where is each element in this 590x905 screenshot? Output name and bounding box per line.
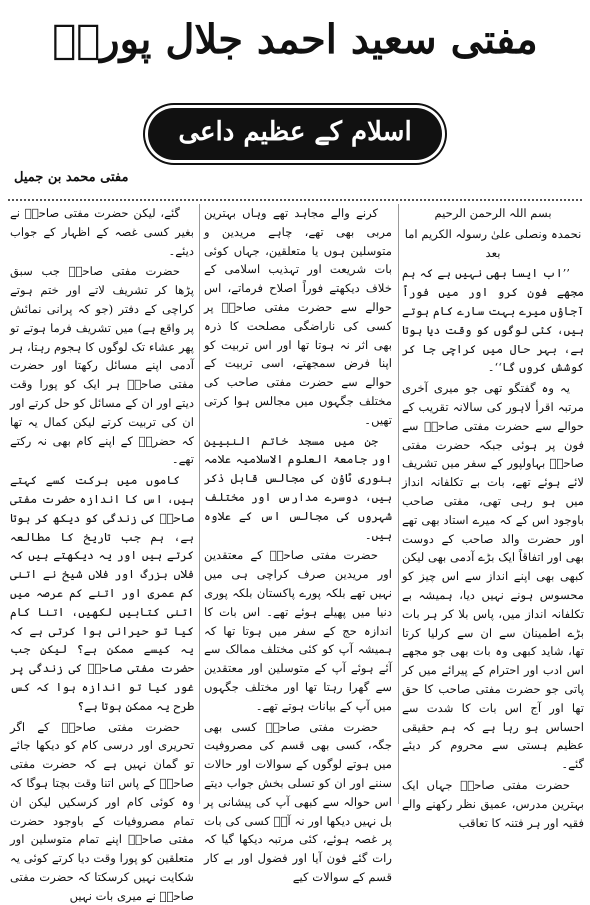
paragraph: یہ وہ گفتگو تھی جو میری آخری مرتبہ اقرأ لاہور کی سالانہ تقریب کے حوالے سے حضرت مفتی صاحبؒ سے فون پر ہوئی جبکہ حضرت مفتی صاحبؒ بہاولپور کے سفر میں تشریف لائے ہوئے تھے، بات بے تکلفانہ انداز میں ہو رہی تھی، مفتی صاحب باوجود اس کے کہ میرے استاد بھی تھے اور حضرت والد صاحب کے دوست بھی اور اتفاقاً ایک بڑے آدمی بھی لیکن کبھی بھی اپنے انداز سے اس چیز کو محسوس ہونے نہیں دیا، ہمیشہ بے تکلفانہ انداز میں، پاس بلا کر ہر بات بڑے اطمینان سے ان سے کرلیا کرتا تھا، شاید کبھی وہ بات بھی جو مجھے اس ادب اور احترام کے پیرائے میں کر پاتی جو حضرت مفتی صاحب کا حق تھا اور آج اس بات کا شدت سے احساس ہو رہا ہے کہ ہم حقیقی عظیم ہستی سے محروم کر دیئے گئے۔ bbox=[402, 381, 584, 772]
paragraph: کاموں میں برکت کسے کہتے ہیں، اس کا اندازہ حضرت مفتی صاحبؒ کی زندگی کو دیکھ کر ہوتا ہے، ہم جب تاریخ کا مطالعہ کرتے ہیں اور یہ دیکھتے ہیں کہ فلاں بزرگ اور فلاں شیخ نے اتنی کم عمری اور اتنے کم عرصہ میں اتنی کتابیں لکھیں، اتنا کام کیا تو حیرانی ہوا کرتی ہے کہ یہ کیسے ممکن ہے؟ لیکن جب حضرت مفتی صاحبؒ کی زندگی پر غور کیا تو اندازہ ہوا کہ کس طرح یہ ممکن ہوتا ہے؟ bbox=[10, 473, 194, 713]
article-body bbox=[0, 204, 590, 903]
banner-container bbox=[0, 108, 590, 160]
column-right bbox=[402, 204, 584, 830]
paragraph: حضرت مفتی صاحبؒ جہاں ایک بہترین مدرس، عمیق نظر رکھنے والے فقیہ اور ہر فتنہ کا تعاقب bbox=[402, 777, 584, 830]
column-divider bbox=[398, 204, 399, 804]
paragraph: گئے، لیکن حضرت مفتی صاحبؒ نے بغیر کسی غصہ کے اظہار کے جواب دیئے۔ bbox=[10, 206, 194, 258]
paragraph: کرنے والے مجاہد تھے وہاں بہترین مربی بھی تھے، چاہے مریدین و متوسلین ہوں یا متعلقین، جہاں کوئی بات شریعت اور تہذیب اسلامی کے خلاف دیکھتے فوراً اصلاح فرماتے، اس حوالے سے حضرت مفتی صاحبؒ پر کسی کی ناراضگی مصلحت کا ذرہ بھی اثر نہ ہوتا تھا اور اس تربیت کو اپنا فرض سمجھتے، اسی تربیت کے حوالے سے حضرت مفتی صاحب کی مختلف جگہوں میں مجالس ہوا کرتی تھیں۔ bbox=[204, 206, 392, 427]
column-divider bbox=[199, 204, 200, 804]
article-title: مفتی سعید احمد جلال پوریؒ bbox=[52, 16, 538, 63]
salutation: نحمدہ ونصلی علیٰ رسولہ الکریم اما بعد bbox=[404, 226, 582, 260]
paragraph: حضرت مفتی صاحبؒ کے معتقدین اور مریدین صرف کراچی ہی میں نہیں تھے بلکہ پورے پاکستان بلکہ پوری دنیا میں پھیلے ہوئے تھے۔ اس بات کا اندازہ حج کے سفر میں ہوتا تھا کہ ہمیشہ آپ کو کئی مختلف ممالک سے آئے ہوئے آپ کے متوسلین اور معتقدین سے گھرا رہتا تھا اور مختلف جگہوں میں آپ کے بیانات ہوتے تھے۔ bbox=[204, 548, 392, 713]
author-byline: مفتی محمد بن جمیل bbox=[14, 170, 129, 185]
paragraph: ’’اب ایسا بھی نہیں ہے کہ ہم مجھے فون کرو اور میں فوراً آجاؤں میرے بہت سارے کام ہوتے ہیں، کئی لوگوں کو وقت دیا ہوتا ہے، بہر حال میں کراچی جا کر کوشش کروں گا‘‘۔ bbox=[402, 266, 584, 375]
paragraph: جن میں مسجد خاتم النبیین اور جامعۃ العلوم الاسلامیہ علامہ بنوری ٹاؤن کی مجالس قابل ذکر ہیں، دوسرے مدارس اور مختلف شہروں کی مجالس اس کے علاوہ ہیں۔ bbox=[204, 433, 392, 542]
paragraph: حضرت مفتی صاحبؒ جب سبق پڑھا کر تشریف لاتے اور ختم ہوتے کراچی کے دفتر (جو کہ پرانی نمائش پر واقع ہے) میں تشریف فرما ہوتے تو پھر عشاء تک لوگوں کا ہجوم رہتا، ہر آدمی اپنے مسائل رکھتا اور حضرت مفتی صاحبؒ ہر ایک کو پورا وقت دیتے اور ان کے مسائل کو حل کرتے اور ان کی تربیت کرتے لیکن کمال یہ تھا کہ حضرتؒ کے اپنے کام بھی نہ رکتے تھے۔ bbox=[10, 264, 194, 467]
bismillah: بسم اللہ الرحمن الرحیم bbox=[434, 206, 552, 220]
column-middle bbox=[204, 204, 392, 884]
column-left bbox=[10, 204, 194, 903]
subtitle-banner: اسلام کے عظیم داعی bbox=[148, 108, 441, 160]
paragraph: حضرت مفتی صاحبؒ کے اگر تحریری اور درسی کام کو دیکھا جائے تو گمان نہیں ہے کہ حضرت مفتی صاحبؒ کے پاس اتنا وقت بچتا ہوگا کہ وہ کوئی کام اور کرسکیں لیکن ان تمام مصروفیات کے باوجود حضرت مفتی صاحبؒ اپنے تمام متوسلین اور متعلقین کو پورا وقت دیا کرتے کوئی یہ شکایت نہیں کرسکتا کہ حضرت مفتی صاحبؒ نے میری بات نہیں bbox=[10, 719, 194, 903]
paragraph: حضرت مفتی صاحبؒ کسی بھی جگہ، کسی بھی قسم کی مصروفیت میں ہوتے لوگوں کے سوالات اور حالات سننے اور ان کو تسلی بخش جواب دیتے اس حوالہ سے کبھی آپ کی پیشانی پر بل نہیں دیکھا اور نہ آپؒ کسی کی بات پر غصہ ہوئے، کئی مرتبہ دیکھا گیا کہ رات گئے فون آیا اور فضول اور بے کار قسم کے سوالات کیے bbox=[204, 719, 392, 884]
header-divider bbox=[8, 199, 582, 201]
